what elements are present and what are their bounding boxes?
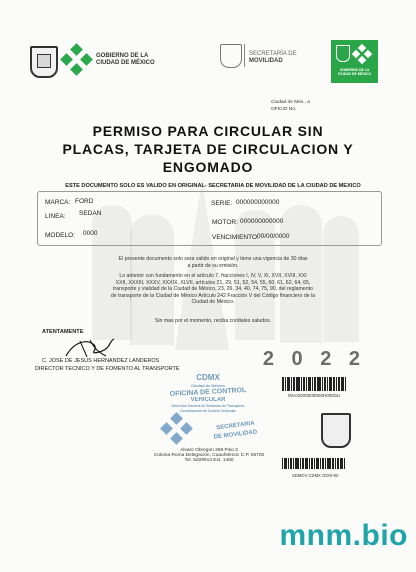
logo-divider [244, 44, 245, 67]
motor-value: 000000000000 [240, 218, 284, 225]
secretaria-text-1: SECRETARÍA DE [249, 51, 297, 57]
barcode-1 [282, 377, 358, 391]
marca-value: FORD [75, 198, 94, 205]
serie-label: SERIE: [211, 200, 233, 207]
stamp-mark-icon [162, 414, 192, 444]
stamp-coordination: Coordinación de Control Vehicular [180, 409, 236, 413]
stamp-office: OFICINA DE CONTROL [169, 386, 247, 399]
validity-paragraph [70, 256, 356, 269]
gov-logo-text-2: CIUDAD DE MÉXICO [96, 60, 155, 66]
serie-value: 000000000000 [236, 199, 280, 206]
barcode-2 [282, 456, 358, 467]
secretaria-shield-icon [220, 44, 242, 68]
gov-logo-text-1: GOBIERNO DE LA [96, 53, 149, 59]
modelo-label: MODELO: [45, 232, 75, 239]
stamp-title: CDMX [196, 373, 220, 382]
bottom-shield-icon [321, 413, 351, 448]
vencimiento-label: VENCIMIENTO: [212, 234, 259, 241]
paragraph1-line2: a partir de su emisión. [187, 262, 239, 269]
title-line-1: PERMISO PARA CIRCULAR SIN [92, 123, 324, 139]
oficio-number: OFICIO No. [271, 107, 297, 112]
validity-notice: ESTE DOCUMENTO SOLO ES VALIDO EN ORIGINAL- SECRETARIA DE MOVILIDAD DE LA CIUDAD DE MEXICO [65, 183, 361, 189]
year: 2 0 2 2 [262, 348, 366, 370]
paragraph2-line1: Lo anterior con fundamento en el artículo 7, fracciones I, IV, V, XI, XVII, XVIII, XXI [119, 273, 307, 279]
badge-shield-icon [336, 45, 350, 62]
city-date: Ciudad de Mex., a [271, 100, 310, 105]
atentamente-label: ATENTAMENTE [42, 329, 84, 335]
stamp-right-line1: SECRETARIA [215, 420, 256, 432]
linea-label: LINEA: [45, 213, 66, 220]
title-line-3: ENGOMADO [162, 159, 254, 175]
stamp-vehicular: VEHICULAR [190, 397, 226, 403]
barcode-1-text: 00AXD00000000H0000LI [288, 393, 341, 398]
paragraph2-line5: Ciudad de México. [191, 299, 235, 306]
paragraph1-line1: El presente documento solo sera valido en original y tiene una vigencia de 30 dias [118, 256, 308, 262]
green-badge [331, 40, 378, 83]
document-title [58, 122, 358, 176]
watermark: mnm.bio [279, 519, 408, 552]
secretaria-text-2: MOVILIDAD [249, 58, 283, 64]
legal-paragraph [70, 273, 356, 306]
barcode-2-text: SDMOV CDMX OO0I-WI [292, 473, 339, 478]
cdmx-shield-icon [30, 46, 58, 78]
title-line-2: PLACAS, TARJETA DE CIRCULACION Y [62, 141, 354, 157]
paragraph2-line3: transporte y vialidad de la Ciudad de México, 23, 26, 34, 40, 74, 75, 90, del reglamento [113, 286, 313, 293]
green-badge-text: GOBIERNO DE LA CIUDAD DE MÉXICO [337, 68, 372, 76]
paragraph2-line4: de transporte de la Ciudad de México Artículo 242 Fracción V del Código financiero de la [110, 292, 316, 299]
badge-mark-icon [353, 45, 371, 63]
signer-name: C. JOSE DE JESUS HERNANDEZ LANDEROS [42, 358, 160, 364]
linea-value: SEDAN [79, 210, 102, 217]
vencimiento-value: 00/00/0000 [257, 233, 290, 240]
stamp-direction: Dirección General de Sistemas de Transporte [171, 404, 245, 408]
paragraph2-line2: XXII, XXXIII, XXXV, XXXIX, XLVII, artículos 21, 29, 51, 52, 54, 55, 60, 61, 62, 64, 65, [115, 279, 311, 286]
closing-line: Sin mas por el momento, reciba cordiales saludos. [154, 318, 272, 324]
marca-label: MARCA: [45, 199, 71, 206]
cdmx-logo-icon [62, 45, 92, 75]
modelo-value: 0000 [83, 230, 98, 237]
address-line-1: Alvaro Obregon 269 Piso 3 [180, 448, 238, 453]
address-block [144, 448, 274, 463]
stamp-city: Ciudad de México [190, 383, 225, 388]
address-line-2: Colonia Roma Delegación, Cuauhtémoc C.P. 06700 [153, 453, 265, 458]
signer-title: DIRECTOR TECNICO Y DE FOMENTO AL TRANSPORTE [35, 366, 180, 372]
motor-label: MOTOR: [212, 219, 238, 226]
address-line-3: Tel. 5209913 Ext. 1460 [184, 458, 234, 463]
stamp-right-line2: DE MOVILIDAD [213, 429, 258, 441]
